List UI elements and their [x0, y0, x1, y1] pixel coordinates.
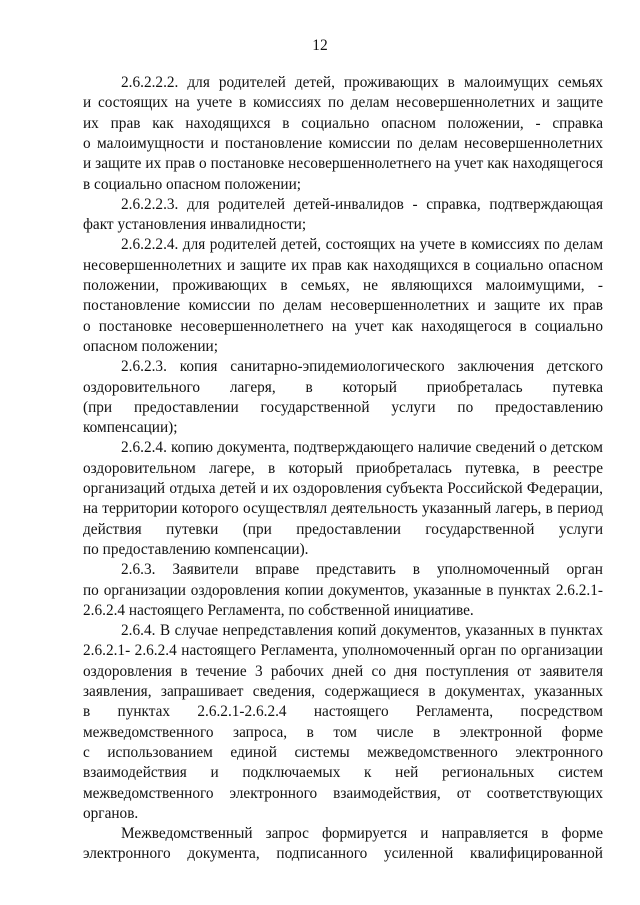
text-line: постановление комиссии по делам несовершеннолетних и защите их прав — [83, 297, 603, 315]
text-line: оздоровительного лагеря, в который приобреталась путевка — [83, 378, 603, 396]
page-number: 12 — [312, 37, 328, 54]
text-line: их прав как находящихся в социально опасном положении, - справка — [83, 114, 603, 132]
text-line: межведомственного запроса, в том числе в электронной форме — [83, 723, 603, 741]
text-line: в социально опасном положении; — [83, 175, 302, 193]
text-line: оздоровления в течение 3 рабочих дней со дня поступления от заявителя — [83, 662, 603, 680]
text-line: в пунктах 2.6.2.1-2.6.2.4 настоящего Регламента, посредством — [83, 703, 603, 721]
text-line: (при предоставлении государственной услуги по предоставлению — [83, 398, 603, 416]
text-line: 2.6.2.4. копию документа, подтверждающего наличие сведений о детском — [121, 439, 603, 457]
text-line: по организации оздоровления копии документов, указанные в пунктах 2.6.2.1- — [83, 581, 603, 599]
text-line: 2.6.2.3. копия санитарно-эпидемиологического заключения детского — [121, 358, 603, 376]
text-line: 2.6.2.2.2. для родителей детей, проживающих в малоимущих семьях — [121, 74, 603, 91]
text-line: компенсации); — [83, 419, 178, 437]
text-line: о малоимущности и постановление комиссии по делам несовершеннолетних — [83, 134, 603, 152]
text-line: по предоставлению компенсации). — [83, 540, 309, 558]
text-line: взаимодействия и подключаемых к ней региональных систем — [83, 764, 603, 782]
text-line: опасном положении; — [83, 337, 218, 355]
text-line: организаций отдыха детей и их оздоровления субъекта Российской Федерации, — [83, 480, 603, 497]
text-line: 2.6.2.4 настоящего Регламента, по собственной инициативе. — [83, 601, 474, 619]
text-line: электронного документа, подписанного усиленной квалифицированной — [83, 845, 603, 863]
text-line: 2.6.2.2.4. для родителей детей, состоящих на учете в комиссиях по делам — [121, 236, 603, 254]
text-line: органов. — [83, 804, 139, 822]
text-line: 2.6.2.1- 2.6.2.4 настоящего Регламента, уполномоченный орган по организации — [83, 642, 603, 660]
text-line: Межведомственный запрос формируется и направляется в форме — [121, 825, 603, 843]
text-line: о постановке несовершеннолетнего на учет как находящегося в социально — [83, 317, 603, 335]
text-line: 2.6.3. Заявители вправе представить в уполномоченный орган — [121, 561, 603, 579]
text-line: 2.6.4. В случае непредставления копий документов, указанных в пунктах — [121, 622, 603, 640]
text-line: на территории которого осуществлял деятельность указанный лагерь, в период — [83, 500, 603, 518]
text-line: заявления, запрашивает сведения, содержащиеся в документах, указанных — [83, 683, 603, 700]
text-line: положении, проживающих в семьях, не являющихся малоимущими, - — [83, 277, 603, 294]
text-line: с использованием единой системы межведомственного электронного — [83, 743, 603, 761]
text-line: факт установления инвалидности; — [83, 216, 307, 234]
text-line: несовершеннолетних и защите их прав как находящихся в социально опасном — [83, 256, 603, 274]
text-line: 2.6.2.2.3. для родителей детей-инвалидов - справка, подтверждающая — [121, 195, 603, 213]
text-line: оздоровительном лагере, в который приобреталась путевка, в реестре — [83, 459, 603, 477]
text-line: и состоящих на учете в комиссиях по делам несовершеннолетних и защите — [83, 94, 603, 112]
text-line: межведомственного электронного взаимодействия, от соответствующих — [83, 784, 603, 802]
text-line: и защите их прав о постановке несовершеннолетнего на учет как находящегося — [83, 155, 603, 173]
text-line: действия путевки (при предоставлении государственной услуги — [83, 520, 603, 538]
